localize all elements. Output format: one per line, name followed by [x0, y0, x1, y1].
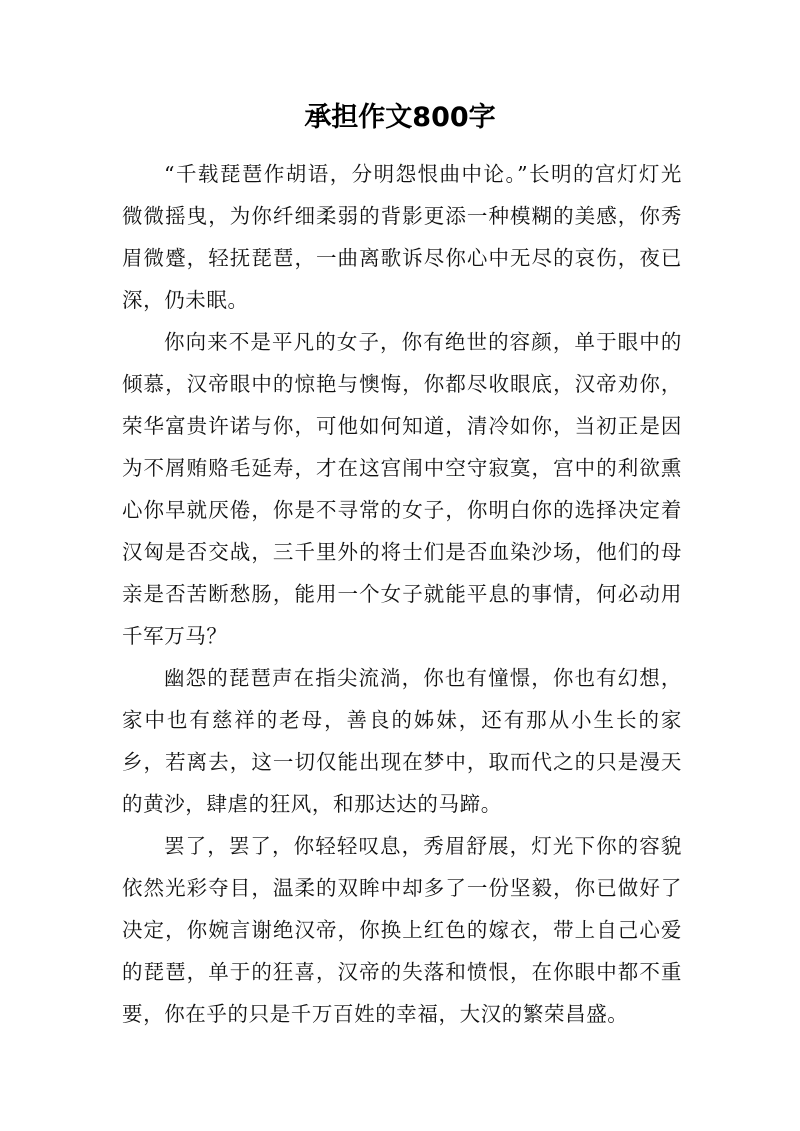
paragraph-2: 你向来不是平凡的女子，你有绝世的容颜，单于眼中的倾慕，汉帝眼中的惊艳与懊悔，你都尽收眼底，汉帝劝你，荣华富贵许诺与你，可他如何知道，清冷如你，当初正是因为不屑贿赂毛延寿，才在这宫闱中空守寂寞，宫中的利欲熏心你早就厌倦，你是不寻常的女子，你明白你的选择决定着汉匈是否交战，三千里外的将士们是否血染沙场，他们的母亲是否苦断愁肠，能用一个女子就能平息的事情，何必动用千军万马？: [122, 330, 682, 648]
paragraph-1: “千载琵琶作胡语，分明怨恨曲中论。”长明的宫灯灯光微微摇曳，为你纤细柔弱的背影更添一种模糊的美感，你秀眉微蹙，轻抚琵琶，一曲离歌诉尽你心中无尽的哀伤，夜已深，仍未眠。: [122, 162, 682, 312]
paragraph-3: 幽怨的琵琶声在指尖流淌，你也有憧憬，你也有幻想，家中也有慈祥的老母，善良的姊妹，还有那从小生长的家乡，若离去，这一切仅能出现在梦中，取而代之的只是漫天的黄沙，肆虐的狂风，和那达达的马蹄。: [122, 666, 682, 816]
document-body: [122, 153, 682, 1035]
document-title: 承担作文800字: [304, 102, 496, 133]
paragraph-4: 罢了，罢了，你轻轻叹息，秀眉舒展，灯光下你的容貌依然光彩夺目，温柔的双眸中却多了一份坚毅，你已做好了决定，你婉言谢绝汉帝，你换上红色的嫁衣，带上自己心爱的琵琶，单于的狂喜，汉帝的失落和愤恨，在你眼中都不重要，你在乎的只是千万百姓的幸福，大汉的繁荣昌盛。: [122, 834, 682, 1026]
